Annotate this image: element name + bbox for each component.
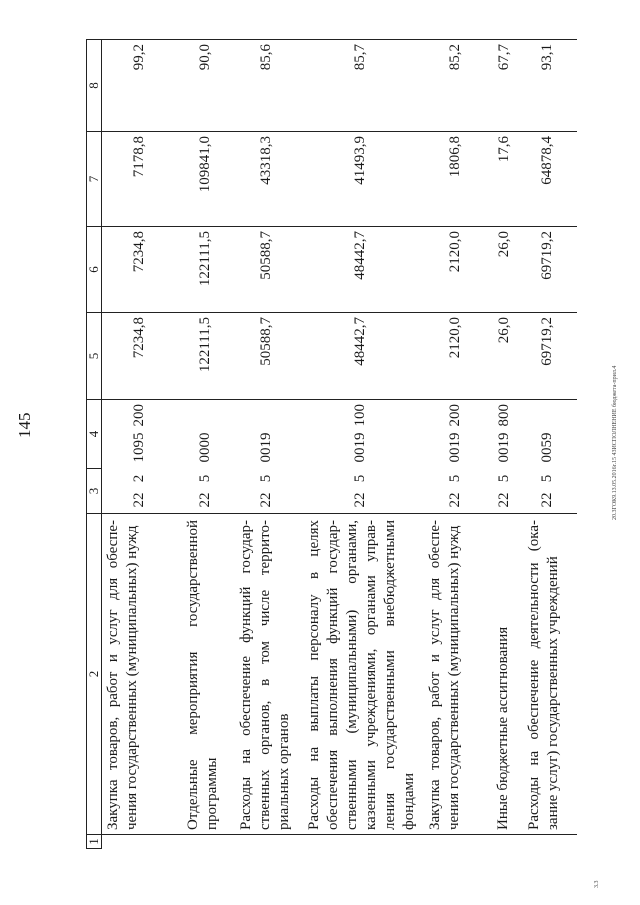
table-row <box>424 40 492 849</box>
code-4: 200 <box>130 404 147 427</box>
header-col-8: 8 <box>87 40 102 132</box>
code-2: 5 <box>197 474 213 483</box>
row-number <box>235 835 303 849</box>
code-1: 22 <box>538 492 555 508</box>
code-3: 0019 <box>496 432 512 463</box>
page-number: 145 <box>15 412 34 438</box>
table-row <box>492 40 523 849</box>
row-name: Расходы на выплаты персоналу в целях обеспечения выполнения функций государ-ственными (муниципальными) органами, казенными учреждениями, органами управ-ления государственными внебюджетными фондами <box>303 514 424 835</box>
value-8: 99,2 <box>130 44 147 71</box>
table-row <box>182 40 235 849</box>
table-row <box>523 40 577 849</box>
header-col-1: 1 <box>87 835 102 849</box>
code-1: 22 <box>352 492 368 508</box>
row-name: Расходы на обеспечение функций государ-ственных органов, в том числе террито-риальных органов <box>235 514 303 835</box>
row-number <box>424 835 492 849</box>
code-4: 800 <box>496 404 512 427</box>
code-2: 5 <box>352 474 368 483</box>
code-2: 5 <box>538 474 555 483</box>
value-7: 109841,0 <box>197 136 213 193</box>
value-7: 43318,3 <box>257 136 274 185</box>
value-7: 17,6 <box>496 136 512 163</box>
budget-table <box>86 39 577 849</box>
value-8: 90,0 <box>197 44 213 71</box>
value-6: 69719,2 <box>538 231 555 280</box>
table-row <box>102 40 182 849</box>
header-col-3: 3 <box>87 469 102 514</box>
table-row <box>303 40 424 849</box>
value-5: 7234,8 <box>130 317 147 359</box>
file-stamp: 20.3ГОК9.13.05.2016г.15 43ИСПОЛНЕНИЕ бюджета-прил.4 <box>612 365 618 520</box>
code-2: 5 <box>496 474 512 483</box>
code-4 <box>266 400 271 429</box>
header-col-2: 2 <box>87 514 102 835</box>
value-5: 122111,5 <box>197 317 213 373</box>
value-6: 7234,8 <box>130 231 147 273</box>
value-5: 2120,0 <box>446 317 463 359</box>
value-8: 85,2 <box>446 44 463 71</box>
code-3: 1095 <box>130 432 147 463</box>
value-6: 50588,7 <box>257 231 274 280</box>
code-3: 0019 <box>257 432 274 463</box>
value-5: 48442,7 <box>352 317 368 366</box>
code-1: 22 <box>197 492 213 508</box>
table-row <box>235 40 303 849</box>
code-3: 0059 <box>538 432 555 463</box>
row-number <box>492 835 523 849</box>
value-6: 2120,0 <box>446 231 463 273</box>
row-name: Расходы на обеспечение деятельности (ока-зание услуг) государственных учреждений <box>523 514 577 835</box>
row-number <box>102 835 182 849</box>
code-4 <box>547 400 552 429</box>
row-name: Закупка товаров, работ и услуг для обеспе-чения государственных (муниципальных) нужд <box>102 514 182 835</box>
code-1: 22 <box>257 492 274 508</box>
value-8: 85,7 <box>352 44 368 71</box>
value-5: 26,0 <box>496 317 512 344</box>
code-3: 0019 <box>352 432 368 463</box>
rotated-table-area <box>86 40 630 849</box>
header-col-5: 5 <box>87 313 102 400</box>
row-number <box>303 835 424 849</box>
header-col-6: 6 <box>87 227 102 313</box>
code-2: 2 <box>130 474 147 483</box>
value-7: 7178,8 <box>130 136 147 178</box>
row-number <box>182 835 235 849</box>
value-8: 93,1 <box>538 44 555 71</box>
value-6: 48442,7 <box>352 231 368 280</box>
value-7: 1806,8 <box>446 136 463 178</box>
row-number <box>523 835 577 849</box>
value-7: 41493,9 <box>352 136 368 185</box>
code-4: 100 <box>352 404 368 427</box>
value-8: 67,7 <box>496 44 512 71</box>
code-2: 5 <box>446 474 463 483</box>
code-1: 22 <box>446 492 463 508</box>
row-name: Закупка товаров, работ и услуг для обеспе-чения государственных (муниципальных) нужд <box>424 514 492 835</box>
value-7: 64878,4 <box>538 136 555 185</box>
code-3: 0000 <box>197 432 213 463</box>
code-4: 200 <box>446 404 463 427</box>
row-name: Отдельные мероприятия государственной программы <box>182 514 235 835</box>
code-4 <box>206 400 211 429</box>
value-6: 26,0 <box>496 231 512 258</box>
code-2: 5 <box>257 474 274 483</box>
corner-mark: 3.3 <box>594 880 600 888</box>
value-5: 50588,7 <box>257 317 274 366</box>
value-6: 122111,5 <box>197 231 213 287</box>
code-1: 22 <box>130 492 147 508</box>
code-3: 0019 <box>446 432 463 463</box>
header-row <box>87 40 102 849</box>
code-1: 22 <box>496 492 512 508</box>
header-col-4: 4 <box>87 400 102 469</box>
value-5: 69719,2 <box>538 317 555 366</box>
row-name: Иные бюджетные ассигнования <box>492 514 523 835</box>
header-col-7: 7 <box>87 132 102 227</box>
value-8: 85,6 <box>257 44 274 71</box>
